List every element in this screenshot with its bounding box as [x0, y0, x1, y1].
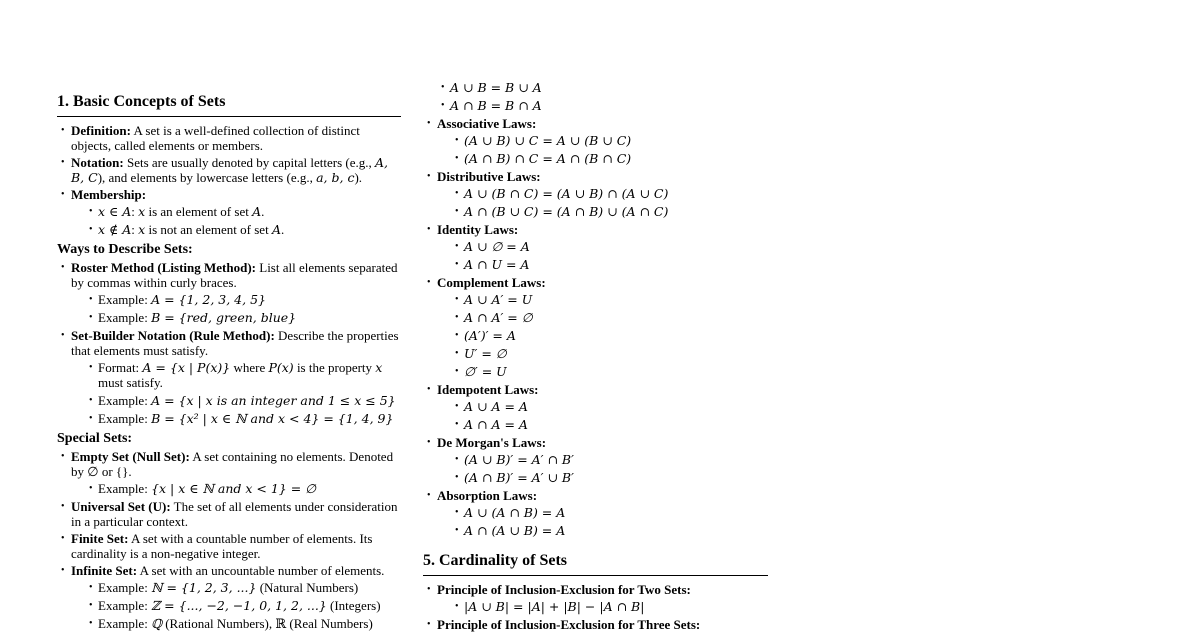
list-item	[437, 239, 768, 254]
column-left	[57, 93, 401, 634]
notation-item	[57, 155, 401, 185]
math-expr: A	[271, 222, 281, 237]
list-item	[437, 204, 768, 219]
law-sublist	[437, 505, 768, 538]
math-expr: A	[252, 204, 262, 219]
builder-label: Set-Builder Notation (Rule Method):	[71, 328, 275, 343]
math-expr: A = {x | P(x)}	[142, 360, 231, 375]
notation-text: Sets are usually denoted by capital letters (e.g.,	[126, 155, 375, 170]
list-item	[437, 417, 768, 432]
roster-sublist	[71, 292, 401, 325]
text: Example:	[98, 310, 152, 325]
math-expr: (A ∪ B) ∪ C = A ∪ (B ∪ C)	[464, 133, 632, 148]
law-label: Absorption Laws:	[437, 488, 538, 503]
list-item	[437, 599, 768, 614]
notation-math: a, b, c	[316, 170, 355, 185]
finite-set-item	[57, 531, 401, 561]
math-expr: ℚ	[151, 616, 162, 631]
notation-text: ).	[354, 170, 363, 185]
text: :	[131, 204, 139, 219]
subsection-title-special: Special Sets:	[57, 431, 133, 446]
text: is not an element of set	[145, 222, 272, 237]
notation-math: A, B, C	[71, 155, 388, 185]
basic-concepts-list	[57, 123, 401, 237]
math-expr: B = {x² | x ∈ ℕ and x < 4} = {1, 4, 9}	[151, 411, 394, 426]
distributive-laws	[423, 169, 768, 219]
math-expr: x	[375, 360, 383, 375]
list-item	[437, 186, 768, 201]
laws-list	[423, 116, 768, 538]
notation-text: ), and elements by lowercase letters (e.g.,	[97, 170, 317, 185]
list-item	[437, 470, 768, 485]
commutative-continued-list	[423, 80, 768, 113]
builder-text: Describe the properties that elements must satisfy.	[71, 328, 399, 358]
roster-item	[57, 260, 401, 325]
list-item	[437, 151, 768, 166]
list-item	[437, 505, 768, 520]
math-expr: B = {red, green, blue}	[151, 310, 297, 325]
text: Example:	[98, 411, 152, 426]
infinite-sublist	[71, 580, 401, 631]
math-expr: P(x)	[268, 360, 294, 375]
math-expr: (A ∩ B)′ = A′ ∪ B′	[464, 470, 574, 485]
math-expr: A ∩ (A ∪ B) = A	[464, 523, 566, 538]
definition-text: A set is a well-defined collection of distinct objects, called elements or members.	[71, 123, 360, 153]
law-sublist	[437, 239, 768, 272]
text: :	[131, 222, 139, 237]
text: Example:	[98, 481, 152, 496]
list-item	[71, 222, 401, 237]
builder-sublist	[71, 360, 401, 426]
list-item	[71, 481, 401, 496]
math-expr: {x | x ∈ ℕ and x < 1} = ∅	[151, 481, 317, 496]
list-item	[437, 133, 768, 148]
roster-text: List all elements separated by commas within curly braces.	[71, 260, 398, 290]
roster-label: Roster Method (Listing Method):	[71, 260, 256, 275]
law-label: Identity Laws:	[437, 222, 519, 237]
text: where	[230, 360, 269, 375]
universal-set-text: The set of all elements under consideration in a particular context.	[71, 499, 398, 529]
law-sublist	[437, 133, 768, 166]
subsection-title-ways: Ways to Describe Sets:	[57, 242, 193, 257]
infinite-set-text: A set with an uncountable number of elements.	[139, 563, 385, 578]
text: Example:	[98, 616, 152, 631]
text: (Rational Numbers), ℝ (Real Numbers)	[161, 616, 373, 631]
law-label: Associative Laws:	[437, 116, 537, 131]
text: Format:	[98, 360, 143, 375]
list-item	[437, 257, 768, 272]
list-item	[71, 616, 401, 631]
list-item	[437, 523, 768, 538]
associative-laws	[423, 116, 768, 166]
finite-set-label: Finite Set:	[71, 531, 129, 546]
list-item	[423, 80, 768, 95]
notation-label: Notation:	[71, 155, 124, 170]
math-expr: A ∪ (A ∩ B) = A	[464, 505, 566, 520]
law-sublist	[437, 399, 768, 432]
math-expr: x ∉ A	[98, 222, 132, 237]
text: Example:	[98, 580, 152, 595]
text: .	[261, 204, 265, 219]
list-item	[437, 292, 768, 307]
infinite-set-item	[57, 563, 401, 631]
de-morgans-laws	[423, 435, 768, 485]
math-expr: A ∩ A′ = ∅	[464, 310, 533, 325]
math-expr: |A ∪ B| = |A| + |B| − |A ∩ B|	[464, 599, 645, 614]
math-expr: A ∪ A′ = U	[464, 292, 533, 307]
math-expr: A ∩ (B ∪ C) = (A ∩ B) ∪ (A ∩ C)	[464, 204, 669, 219]
ways-list	[57, 260, 401, 426]
math-expr: ℤ = {..., −2, −1, 0, 1, 2, ...}	[151, 598, 327, 613]
list-item	[71, 411, 401, 426]
list-item	[437, 399, 768, 414]
universal-set-label: Universal Set (U):	[71, 499, 171, 514]
empty-set-text: A set containing no elements. Denoted by ∅ or {}.	[71, 449, 394, 479]
math-expr: A ∩ U = A	[464, 257, 530, 272]
membership-sublist	[71, 204, 401, 237]
pie-two-label: Principle of Inclusion-Exclusion for Two Sets:	[437, 582, 691, 597]
math-expr: A ∪ ∅ = A	[464, 239, 530, 254]
math-expr: x	[138, 222, 146, 237]
pie-two-sublist	[437, 599, 768, 614]
absorption-laws	[423, 488, 768, 538]
text: Example:	[98, 393, 152, 408]
math-expr: (A ∪ B)′ = A′ ∩ B′	[464, 452, 574, 467]
pie-three-label: Principle of Inclusion-Exclusion for Three Sets:	[437, 617, 701, 632]
list-item	[437, 346, 768, 361]
law-label: Distributive Laws:	[437, 169, 541, 184]
list-item	[71, 292, 401, 307]
complement-laws	[423, 275, 768, 379]
list-item	[437, 328, 768, 343]
math-expr: A ∩ A = A	[464, 417, 528, 432]
column-right	[423, 80, 768, 634]
list-item	[423, 98, 768, 113]
empty-set-item	[57, 449, 401, 496]
empty-sublist	[71, 481, 401, 496]
math-expr: U′ = ∅	[464, 346, 507, 361]
math-expr: x	[138, 204, 146, 219]
pie-three-sets	[423, 617, 768, 632]
law-sublist	[437, 452, 768, 485]
definition-label: Definition:	[71, 123, 131, 138]
math-expr: A ∪ (B ∩ C) = (A ∪ B) ∩ (A ∪ C)	[464, 186, 669, 201]
math-expr: ℕ = {1, 2, 3, ...}	[151, 580, 257, 595]
math-expr: (A ∩ B) ∩ C = A ∩ (B ∩ C)	[464, 151, 632, 166]
math-expr: ∅′ = U	[464, 364, 507, 379]
math-expr: x ∈ A	[98, 204, 132, 219]
pie-two-sets	[423, 582, 768, 614]
math-expr: A = {x | x is an integer and 1 ≤ x ≤ 5}	[151, 393, 396, 408]
math-expr: A ∪ B = B ∪ A	[450, 80, 542, 95]
text: must satisfy.	[98, 375, 163, 390]
law-label: De Morgan's Laws:	[437, 435, 547, 450]
identity-laws	[423, 222, 768, 272]
list-item	[437, 364, 768, 379]
text: (Integers)	[326, 598, 381, 613]
law-sublist	[437, 186, 768, 219]
idempotent-laws	[423, 382, 768, 432]
law-label: Idempotent Laws:	[437, 382, 539, 397]
builder-item	[57, 328, 401, 426]
infinite-set-label: Infinite Set:	[71, 563, 138, 578]
law-label: Complement Laws:	[437, 275, 546, 290]
empty-set-label: Empty Set (Null Set):	[71, 449, 190, 464]
math-expr: (A′)′ = A	[464, 328, 516, 343]
list-item	[71, 360, 401, 390]
list-item	[71, 598, 401, 613]
section-title-basic-concepts: 1. Basic Concepts of Sets	[57, 93, 401, 117]
cardinality-list	[423, 582, 768, 632]
universal-set-item	[57, 499, 401, 529]
list-item	[71, 204, 401, 219]
text: Example:	[98, 598, 152, 613]
membership-label: Membership:	[71, 187, 147, 202]
text: .	[280, 222, 285, 237]
text: Example:	[98, 292, 152, 307]
text: (Natural Numbers)	[256, 580, 359, 595]
membership-item	[57, 187, 401, 237]
math-expr: A ∩ B = B ∩ A	[450, 98, 542, 113]
list-item	[437, 310, 768, 325]
definition-item	[57, 123, 401, 153]
list-item	[437, 452, 768, 467]
law-sublist	[437, 292, 768, 379]
list-item	[71, 580, 401, 595]
math-expr: A ∪ A = A	[464, 399, 528, 414]
text: is the property	[293, 360, 376, 375]
text: is an element of set	[145, 204, 253, 219]
list-item	[71, 393, 401, 408]
finite-set-text: A set with a countable number of elements. Its cardinality is a non-negative integer.	[71, 531, 373, 561]
special-list	[57, 449, 401, 631]
list-item	[71, 310, 401, 325]
math-expr: A = {1, 2, 3, 4, 5}	[151, 292, 266, 307]
section-title-cardinality: 5. Cardinality of Sets	[423, 552, 768, 576]
